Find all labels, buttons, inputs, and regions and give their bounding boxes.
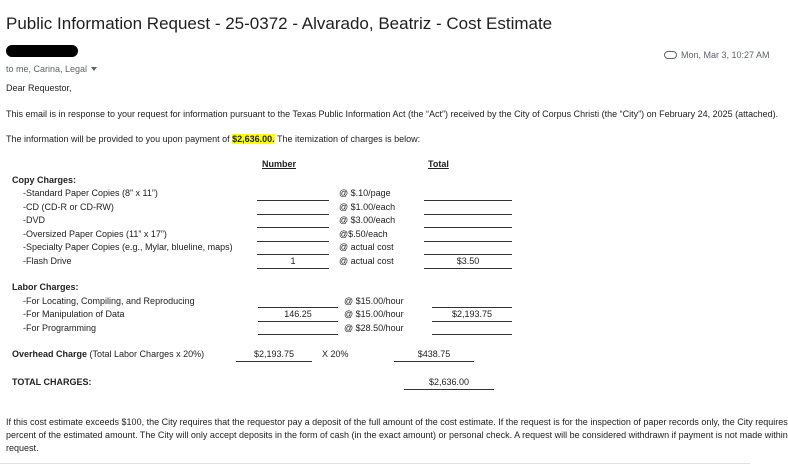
labor-item-label: -For Locating, Compiling, and Reproducing [23,296,195,306]
copy-charges-header: Copy Charges: [12,175,77,185]
footer-line-2: percent of the estimated amount. The City will only accept deposits in the form of cash (in the exact amount) or personal check. A request will be considered withdrawn if payment is not made within [6,430,788,440]
email-date: Mon, Mar 3, 10:27 AM [681,50,770,60]
labor-item-rate: @ $28.50/hour [344,323,404,333]
number-underline [258,307,338,308]
number-underline [258,321,338,322]
recipients-label: to me, Carina, Legal [6,64,88,74]
copy-item-number: 1 [290,256,296,266]
total-underline [424,227,512,228]
body-paragraph-1: This email is in response to your request for information pursuant to the Texas Public Information Act (the “Act”) received by the City of Corpus Christi (the “City”) on February 24, 2025 (attached). [6,109,779,119]
para2-text-before: The information will be provided to you upon payment of [6,134,233,144]
copy-item-rate: @ actual cost [339,242,394,252]
redacted-sender-name [6,45,78,57]
overhead-total: $438.75 [417,349,451,359]
total-charges-underline [404,389,494,390]
copy-item-label: -Oversized Paper Copies (11” x 17”) [23,229,167,239]
copy-item-rate: @ $.10/page [339,188,391,198]
labor-item-rate: @ $15.00/hour [344,296,404,306]
overhead-rate: X 20% [322,349,349,359]
total-charges-value: $2,636.00 [428,377,470,387]
bottom-divider [0,463,750,464]
overhead-total-underline [394,361,474,362]
number-underline [257,214,329,215]
total-underline [432,334,512,335]
overhead-base-underline [236,361,312,362]
greeting: Dear Requestor, [6,83,72,93]
attachment-icon [664,51,677,59]
total-underline [424,268,512,269]
number-underline [257,200,329,201]
copy-item-rate: @ $1.00/each [339,202,396,212]
copy-item-label: -Specialty Paper Copies (e.g., Mylar, blueline, maps) [23,242,233,252]
total-underline [432,307,512,308]
number-underline [257,241,329,242]
number-underline [258,334,338,335]
copy-item-rate: @ actual cost [339,256,394,266]
overhead-label-bold: Overhead Charge [12,349,88,359]
overhead-base: $2,193.75 [253,349,295,359]
labor-item-rate: @ $15.00/hour [344,309,404,319]
recipients-toggle[interactable] [6,64,97,74]
labor-item-total: $2,193.75 [451,309,493,319]
copy-item-label: -Flash Drive [23,256,72,266]
email-subject: Public Information Request - 25-0372 - Alvarado, Beatriz - Cost Estimate [6,14,553,33]
body-paragraph-2 [6,134,420,144]
labor-item-label: -For Programming [23,323,97,333]
number-underline [257,227,329,228]
footer-line-1: If this cost estimate exceeds $100, the City requires that the requestor pay a deposit of the full amount of the cost estimate. If the request is for the inspection of paper records only, the City requires [6,417,788,427]
labor-item-number: 146.25 [284,309,312,319]
labor-item-label: -For Manipulation of Data [23,309,125,319]
footer-line-3: request. [6,443,39,453]
copy-item-rate: @$.50/each [339,229,388,239]
total-underline [432,321,512,322]
total-underline [424,241,512,242]
overhead-note: (Total Labor Charges x 20%) [87,349,205,359]
para2-text-after: The itemization of charges is below: [274,134,421,144]
copy-item-label: -DVD [23,215,45,225]
total-underline [424,214,512,215]
total-charges-label: TOTAL CHARGES: [12,377,92,387]
labor-charges-header: Labor Charges: [12,282,79,292]
chevron-down-icon [91,67,97,71]
col-header-total: Total [428,159,449,169]
copy-item-rate: @ $3.00/each [339,215,396,225]
overhead-label [12,349,204,359]
number-underline [257,268,329,269]
copy-item-label: -Standard Paper Copies (8” x 11”) [23,188,158,198]
total-underline [424,200,512,201]
copy-item-label: -CD (CD-R or CD-RW) [23,202,114,212]
total-underline [424,254,512,255]
number-underline [257,254,329,255]
highlighted-amount: $2,636.00. [232,134,275,144]
col-header-number: Number [262,159,297,169]
copy-item-total: $3.50 [456,256,480,266]
